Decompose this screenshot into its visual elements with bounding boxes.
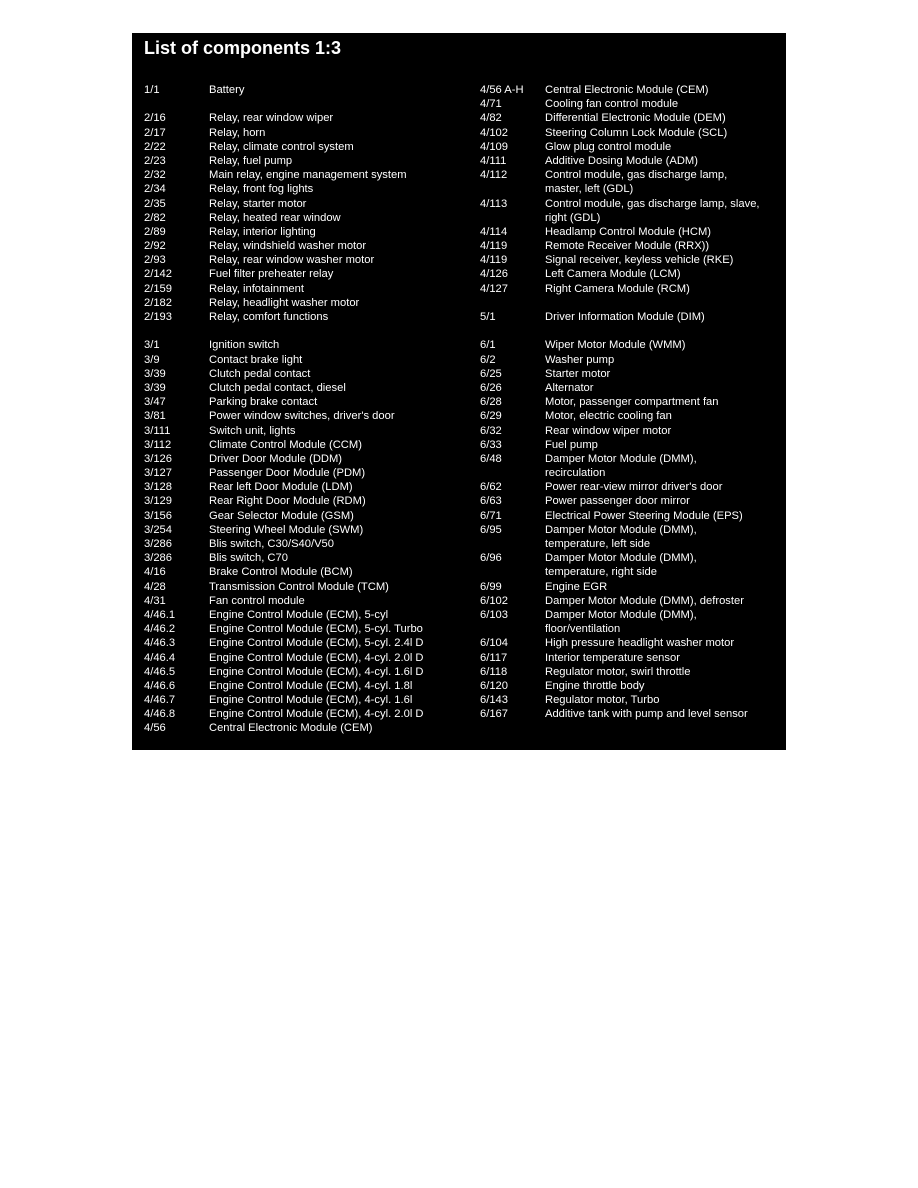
component-code: 4/113 (480, 197, 508, 210)
component-code: 4/46.1 (144, 608, 176, 621)
component-description: temperature, right side (545, 566, 657, 579)
component-code: 2/17 (144, 126, 166, 139)
component-description: Electrical Power Steering Module (EPS) (545, 509, 743, 522)
component-description: Glow plug control module (545, 140, 672, 153)
component-description: Engine Control Module (ECM), 4-cyl. 2.0l D (209, 708, 424, 721)
component-description: Additive Dosing Module (ADM) (545, 154, 698, 167)
component-code: 3/128 (144, 481, 172, 494)
component-description: Relay, comfort functions (209, 311, 329, 323)
component-description: Driver Door Module (DDM) (209, 452, 343, 465)
component-description: Washer pump (545, 353, 615, 366)
component-code: 3/112 (144, 438, 172, 451)
component-code: 6/62 (480, 481, 502, 494)
component-code: 3/39 (144, 381, 166, 394)
component-code: 3/129 (144, 495, 172, 508)
component-code: 6/71 (480, 509, 502, 522)
component-description: Engine Control Module (ECM), 5-cyl. 2.4l D (209, 637, 424, 650)
component-code: 5/1 (480, 311, 496, 323)
component-description: Engine Control Module (ECM), 5-cyl (209, 608, 389, 621)
component-code: 4/46.8 (144, 708, 176, 721)
component-code: 4/112 (480, 169, 508, 182)
component-code: 4/111 (480, 154, 507, 167)
component-code: 6/120 (480, 679, 508, 692)
component-description: Fuel filter preheater relay (209, 268, 334, 281)
component-code: 6/95 (480, 523, 502, 536)
component-code: 6/2 (480, 353, 496, 366)
component-description: Control module, gas discharge lamp, slave, (545, 197, 760, 210)
component-code: 4/46.7 (144, 694, 176, 707)
component-code: 4/109 (480, 140, 508, 153)
component-code: 2/82 (144, 211, 166, 224)
component-description: right (GDL) (545, 211, 601, 224)
component-code: 4/56 A-H (480, 84, 524, 96)
component-code: 4/127 (480, 282, 508, 295)
component-code: 4/46.2 (144, 623, 176, 636)
component-code: 3/39 (144, 367, 166, 380)
component-code: 3/286 (144, 538, 172, 550)
component-code: 3/81 (144, 410, 166, 423)
component-description: Control module, gas discharge lamp, (545, 169, 728, 182)
component-code: 2/34 (144, 183, 166, 196)
component-description: Alternator (545, 381, 594, 394)
component-description: Power passenger door mirror (545, 495, 690, 508)
component-code: 2/193 (144, 311, 172, 323)
component-description: Motor, electric cooling fan (545, 410, 672, 423)
component-code: 4/28 (144, 580, 166, 593)
component-description: High pressure headlight washer motor (545, 637, 735, 650)
component-description: Power rear-view mirror driver's door (545, 481, 723, 494)
component-description: Damper Motor Module (DMM), (545, 523, 697, 536)
component-description: Relay, starter motor (209, 197, 307, 210)
component-code: 6/1 (480, 339, 496, 352)
component-description: Engine Control Module (ECM), 4-cyl. 1.8l (209, 679, 413, 692)
component-description: Switch unit, lights (209, 424, 296, 437)
component-description: Differential Electronic Module (DEM) (545, 112, 726, 125)
component-code: 3/127 (144, 467, 172, 480)
component-description: Interior temperature sensor (545, 651, 680, 664)
component-code: 6/102 (480, 594, 508, 607)
component-code: 4/126 (480, 268, 508, 281)
component-description: Relay, headlight washer motor (209, 296, 360, 309)
component-code: 2/23 (144, 154, 166, 167)
component-code: 4/119 (480, 240, 508, 253)
component-code: 6/103 (480, 608, 508, 621)
component-description: Fuel pump (545, 438, 598, 451)
component-description: Damper Motor Module (DMM), defroster (545, 594, 744, 607)
component-code: 3/47 (144, 396, 166, 409)
component-code: 4/46.4 (144, 651, 176, 664)
component-code: 3/1 (144, 339, 160, 352)
component-code: 6/63 (480, 495, 502, 508)
components-panel (132, 33, 786, 750)
component-code: 1/1 (144, 84, 160, 96)
component-code: 4/46.6 (144, 679, 176, 692)
component-description: Main relay, engine management system (209, 169, 407, 182)
component-code: 3/286 (144, 552, 172, 565)
component-description: Rear left Door Module (LDM) (209, 481, 353, 494)
component-description: Driver Information Module (DIM) (545, 311, 705, 323)
component-description: Power window switches, driver's door (209, 410, 395, 423)
component-description: Engine Control Module (ECM), 4-cyl. 1.6l D (209, 665, 424, 678)
component-description: Clutch pedal contact, diesel (209, 381, 346, 394)
component-description: Relay, fuel pump (209, 154, 293, 167)
component-code: 4/46.5 (144, 665, 176, 678)
component-description: Engine throttle body (545, 679, 645, 692)
component-description: Contact brake light (209, 353, 303, 366)
component-code: 4/31 (144, 594, 166, 607)
component-code: 4/16 (144, 566, 166, 579)
component-code: 3/111 (144, 424, 171, 437)
component-code: 6/99 (480, 580, 502, 593)
component-description: master, left (GDL) (545, 183, 634, 196)
component-description: Motor, passenger compartment fan (545, 396, 719, 409)
component-code: 3/126 (144, 452, 172, 465)
component-code: 6/117 (480, 651, 508, 664)
component-description: Damper Motor Module (DMM), (545, 452, 697, 465)
component-description: Rear window wiper motor (545, 424, 672, 437)
component-code: 4/114 (480, 225, 508, 238)
component-description: Additive tank with pump and level sensor (545, 708, 748, 721)
page-title: List of components 1:3 (144, 38, 342, 58)
component-description: Engine Control Module (ECM), 4-cyl. 2.0l D (209, 651, 424, 664)
component-description: Engine Control Module (ECM), 4-cyl. 1.6l (209, 694, 413, 707)
component-code: 4/46.3 (144, 637, 176, 650)
component-description: Wiper Motor Module (WMM) (545, 339, 686, 352)
component-description: Blis switch, C30/S40/V50 (209, 538, 334, 550)
component-description: Steering Column Lock Module (SCL) (545, 126, 728, 139)
component-description: Regulator motor, Turbo (545, 694, 660, 707)
component-code: 2/32 (144, 169, 166, 182)
component-description: Left Camera Module (LCM) (545, 268, 681, 281)
component-description: Transmission Control Module (TCM) (209, 580, 389, 593)
component-description: Blis switch, C70 (209, 552, 288, 565)
component-code: 6/104 (480, 637, 508, 650)
component-description: floor/ventilation (545, 623, 621, 636)
component-code: 6/118 (480, 665, 508, 678)
component-code: 6/28 (480, 396, 502, 409)
component-code: 2/159 (144, 282, 172, 295)
component-code: 6/33 (480, 438, 502, 451)
component-description: Central Electronic Module (CEM) (545, 84, 709, 96)
component-description: Battery (209, 84, 245, 96)
component-code: 6/167 (480, 708, 508, 721)
component-description: Relay, front fog lights (209, 183, 314, 196)
component-code: 4/102 (480, 126, 508, 139)
component-description: Ignition switch (209, 339, 280, 352)
component-description: Steering Wheel Module (SWM) (209, 523, 364, 536)
component-description: Relay, infotainment (209, 282, 304, 295)
component-code: 2/142 (144, 268, 172, 281)
component-description: Relay, horn (209, 126, 266, 139)
component-description: Climate Control Module (CCM) (209, 438, 362, 451)
component-description: Relay, interior lighting (209, 225, 316, 238)
component-description: Relay, rear window wiper (209, 112, 334, 125)
component-description: Regulator motor, swirl throttle (545, 665, 691, 678)
component-description: Damper Motor Module (DMM), (545, 552, 697, 565)
component-code: 2/182 (144, 296, 172, 309)
component-code: 3/254 (144, 523, 172, 536)
component-code: 2/93 (144, 254, 166, 267)
component-code: 4/71 (480, 98, 502, 111)
component-code: 6/32 (480, 424, 502, 437)
component-description: Relay, climate control system (209, 140, 354, 153)
component-description: Cooling fan control module (545, 98, 679, 111)
component-description: Signal receiver, keyless vehicle (RKE) (545, 254, 734, 267)
component-description: Engine Control Module (ECM), 5-cyl. Turbo (209, 623, 423, 636)
component-code: 4/56 (144, 722, 166, 735)
component-description: Brake Control Module (BCM) (209, 566, 353, 579)
component-description: Remote Receiver Module (RRX)) (545, 240, 710, 253)
component-code: 2/16 (144, 112, 166, 125)
component-description: temperature, left side (545, 538, 651, 550)
component-description: Damper Motor Module (DMM), (545, 608, 697, 621)
component-code: 6/96 (480, 552, 502, 565)
component-description: Passenger Door Module (PDM) (209, 467, 366, 480)
component-code: 4/119 (480, 254, 508, 267)
component-description: Gear Selector Module (GSM) (209, 509, 354, 522)
component-code: 6/48 (480, 452, 502, 465)
component-code: 2/92 (144, 240, 166, 253)
component-description: Engine EGR (545, 580, 608, 593)
component-description: Fan control module (209, 594, 305, 607)
component-description: Right Camera Module (RCM) (545, 282, 690, 295)
component-code: 6/29 (480, 410, 502, 423)
component-description: Central Electronic Module (CEM) (209, 722, 373, 735)
component-code: 4/82 (480, 112, 502, 125)
component-description: recirculation (545, 467, 606, 480)
component-description: Headlamp Control Module (HCM) (545, 225, 712, 238)
component-code: 6/143 (480, 694, 508, 707)
component-code: 3/156 (144, 509, 172, 522)
component-code: 2/35 (144, 197, 166, 210)
component-code: 6/26 (480, 381, 502, 394)
component-description: Relay, rear window washer motor (209, 254, 375, 267)
component-description: Starter motor (545, 367, 611, 380)
component-description: Relay, windshield washer motor (209, 240, 367, 253)
component-description: Parking brake contact (209, 396, 318, 409)
component-code: 6/25 (480, 367, 502, 380)
component-description: Relay, heated rear window (209, 211, 341, 224)
component-description: Clutch pedal contact (209, 367, 311, 380)
component-code: 2/22 (144, 140, 166, 153)
component-code: 2/89 (144, 225, 166, 238)
component-code: 3/9 (144, 353, 160, 366)
component-description: Rear Right Door Module (RDM) (209, 495, 366, 508)
